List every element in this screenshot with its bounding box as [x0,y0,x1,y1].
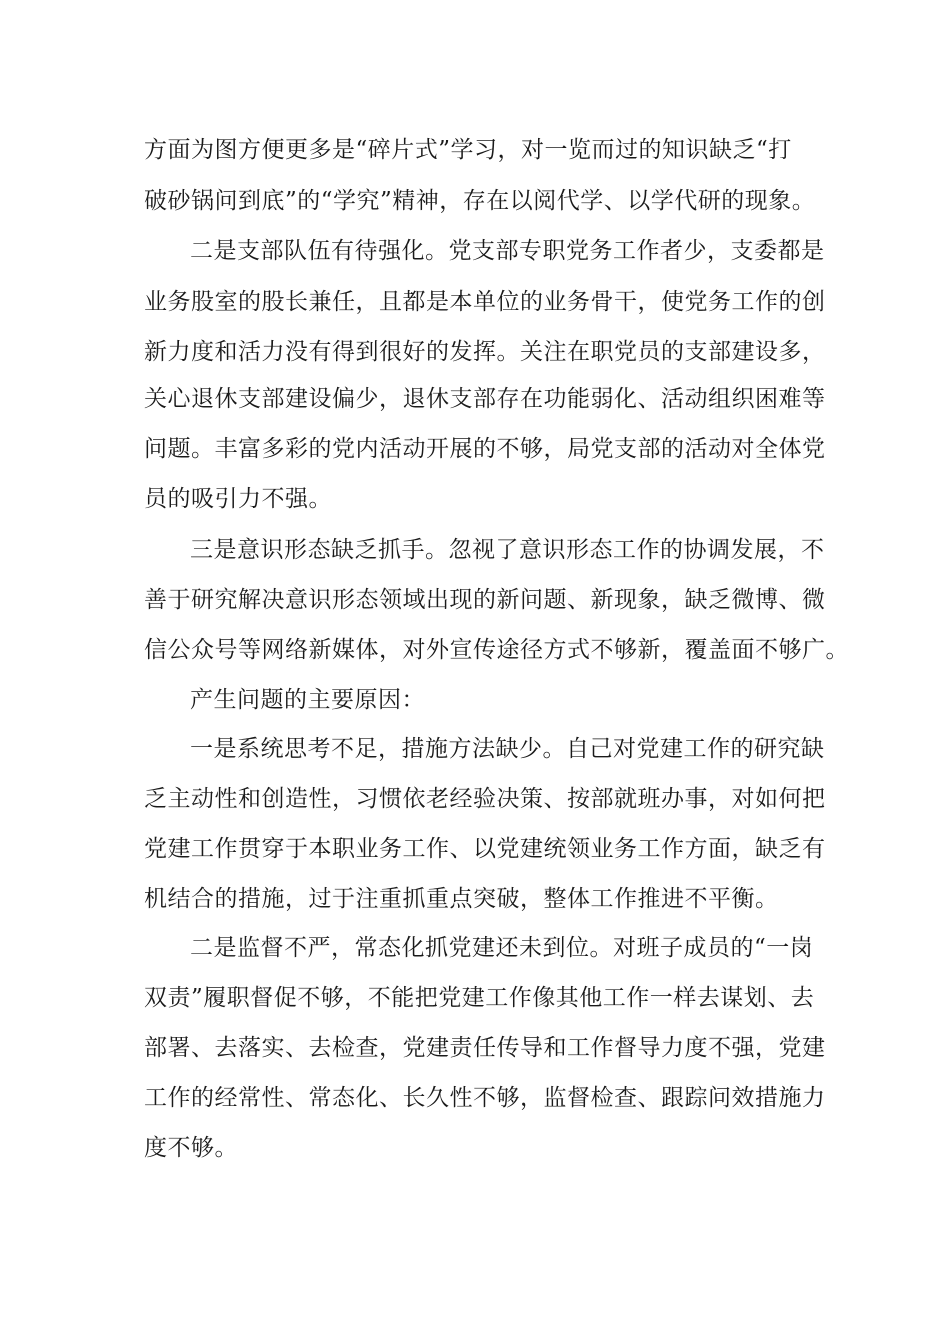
text-line: 善于研究解决意识形态领域出现的新问题、新现象，缺乏微博、微 [144,587,826,613]
text-line: 度不够。 [144,1135,238,1161]
text-line: 业务股室的股长兼任，且都是本单位的业务骨干，使党务工作的创 [144,289,826,315]
paragraph-start-line: 二是支部队伍有待强化。党支部专职党务工作者少，支委都是 [190,238,825,264]
paragraph-start-line: 一是系统思考不足，措施方法缺少。自己对党建工作的研究缺 [190,736,825,762]
text-line: 新力度和活力没有得到很好的发挥。关注在职党员的支部建设多， [144,339,826,365]
text-line: 乏主动性和创造性，习惯依老经验决策、按部就班办事，对如何把 [144,786,826,812]
text-line: 破砂锅问到底”的“学究”精神，存在以阅代学、以学代研的现象。 [144,188,816,214]
text-line: 工作的经常性、常态化、长久性不够，监督检查、跟踪问效措施力 [144,1085,826,1111]
text-line: 信公众号等网络新媒体，对外宣传途径方式不够新，覆盖面不够广。 [144,637,849,663]
text-line: 关心退休支部建设偏少，退休支部存在功能弱化、活动组织困难等 [144,386,826,412]
section-heading-line: 产生问题的主要原因： [190,687,425,713]
text-line: 部署、去落实、去检查，党建责任传导和工作督导力度不强，党建 [144,1035,826,1061]
text-line: 问题。丰富多彩的党内活动开展的不够，局党支部的活动对全体党 [144,436,826,462]
text-line: 方面为图方便更多是“碎片式”学习，对一览而过的知识缺乏“打 [144,137,792,163]
paragraph-start-line: 三是意识形态缺乏抓手。忽视了意识形态工作的协调发展，不 [190,537,825,563]
text-line: 机结合的措施，过于注重抓重点突破，整体工作推进不平衡。 [144,886,779,912]
text-line: 双责”履职督促不够，不能把党建工作像其他工作一样去谋划、去 [144,985,815,1011]
text-line: 员的吸引力不强。 [144,486,332,512]
paragraph-start-line: 二是监督不严，常态化抓党建还未到位。对班子成员的“一岗 [190,935,814,961]
text-line: 党建工作贯穿于本职业务工作、以党建统领业务工作方面，缺乏有 [144,836,826,862]
